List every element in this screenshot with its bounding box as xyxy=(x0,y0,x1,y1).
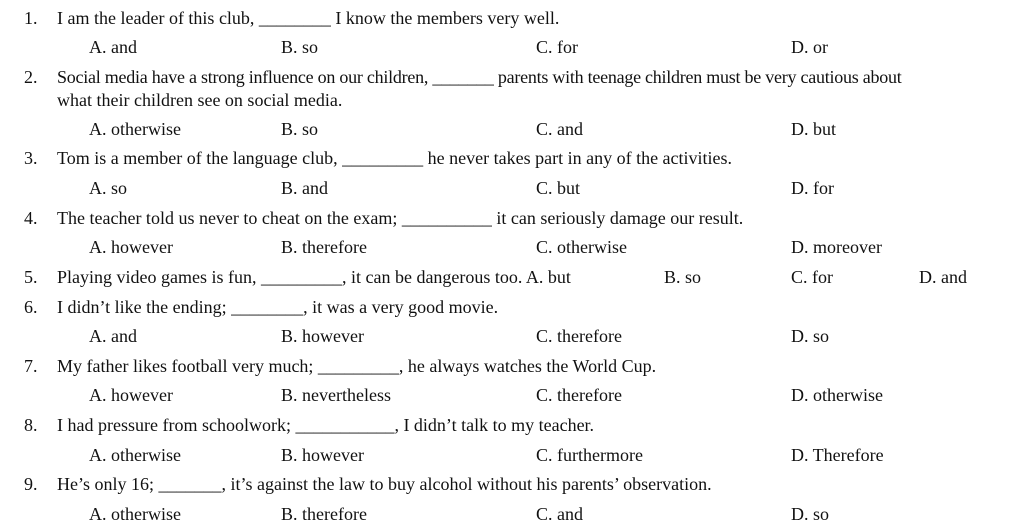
question-stem: I am the leader of this club, ________ I know the members very well. xyxy=(57,8,560,28)
question-stem: The teacher told us never to cheat on the exam; __________ it can seriously damage our result. xyxy=(57,208,744,228)
option-d: D. moreover xyxy=(791,237,882,257)
question-stem: I had pressure from schoolwork; ___________, I didn’t talk to my teacher. xyxy=(57,415,595,435)
question-number: 8. xyxy=(24,415,38,435)
option-a: A. and xyxy=(89,326,137,346)
option-a: A. otherwise xyxy=(89,504,181,524)
option-d: D. so xyxy=(791,326,830,346)
question-stem: I didn’t like the ending; ________, it was a very good movie. xyxy=(57,297,499,317)
question-number: 9. xyxy=(24,474,38,494)
option-d: D. Therefore xyxy=(791,445,884,465)
option-c: C. therefore xyxy=(536,385,622,405)
option-b: B. so xyxy=(664,267,702,287)
option-a: A. and xyxy=(89,37,137,57)
option-b: B. however xyxy=(281,445,364,465)
option-b: B. and xyxy=(281,178,328,198)
option-b: B. therefore xyxy=(281,237,367,257)
question-stem: He’s only 16; _______, it’s against the law to buy alcohol without his parents’ observation. xyxy=(57,474,712,494)
option-c: C. for xyxy=(536,37,578,57)
option-d: D. so xyxy=(791,504,830,524)
option-c: C. and xyxy=(536,504,583,524)
option-b: B. therefore xyxy=(281,504,367,524)
option-a: A. however xyxy=(89,385,173,405)
question-stem: Playing video games is fun, _________, it can be dangerous too. A. but xyxy=(57,267,571,287)
option-d: D. and xyxy=(919,267,967,287)
question-stem-continued: what their children see on social media. xyxy=(57,90,343,110)
question-stem: My father likes football very much; _________, he always watches the World Cup. xyxy=(57,356,657,376)
option-a: A. otherwise xyxy=(89,445,181,465)
option-a: A. so xyxy=(89,178,128,198)
question-stem: Social media have a strong influence on our children, _______ parents with teenage children must be very cautious about xyxy=(57,67,902,87)
question-number: 5. xyxy=(24,267,38,287)
option-d: D. for xyxy=(791,178,834,198)
question-stem: Tom is a member of the language club, _________ he never takes part in any of the activities. xyxy=(57,148,733,168)
option-c: C. but xyxy=(536,178,581,198)
option-d: D. or xyxy=(791,37,828,57)
option-c: C. for xyxy=(791,267,833,287)
option-a: A. otherwise xyxy=(89,119,181,139)
option-b: B. however xyxy=(281,326,364,346)
option-d: D. but xyxy=(791,119,836,139)
option-c: C. otherwise xyxy=(536,237,627,257)
option-b: B. so xyxy=(281,37,319,57)
question-number: 4. xyxy=(24,208,38,228)
option-b: B. so xyxy=(281,119,319,139)
question-number: 6. xyxy=(24,297,38,317)
question-number: 1. xyxy=(24,8,38,28)
question-number: 7. xyxy=(24,356,38,376)
option-c: C. furthermore xyxy=(536,445,643,465)
option-b: B. nevertheless xyxy=(281,385,391,405)
option-c: C. therefore xyxy=(536,326,622,346)
option-c: C. and xyxy=(536,119,583,139)
option-d: D. otherwise xyxy=(791,385,883,405)
question-number: 3. xyxy=(24,148,38,168)
option-a: A. however xyxy=(89,237,173,257)
question-number: 2. xyxy=(24,67,38,87)
